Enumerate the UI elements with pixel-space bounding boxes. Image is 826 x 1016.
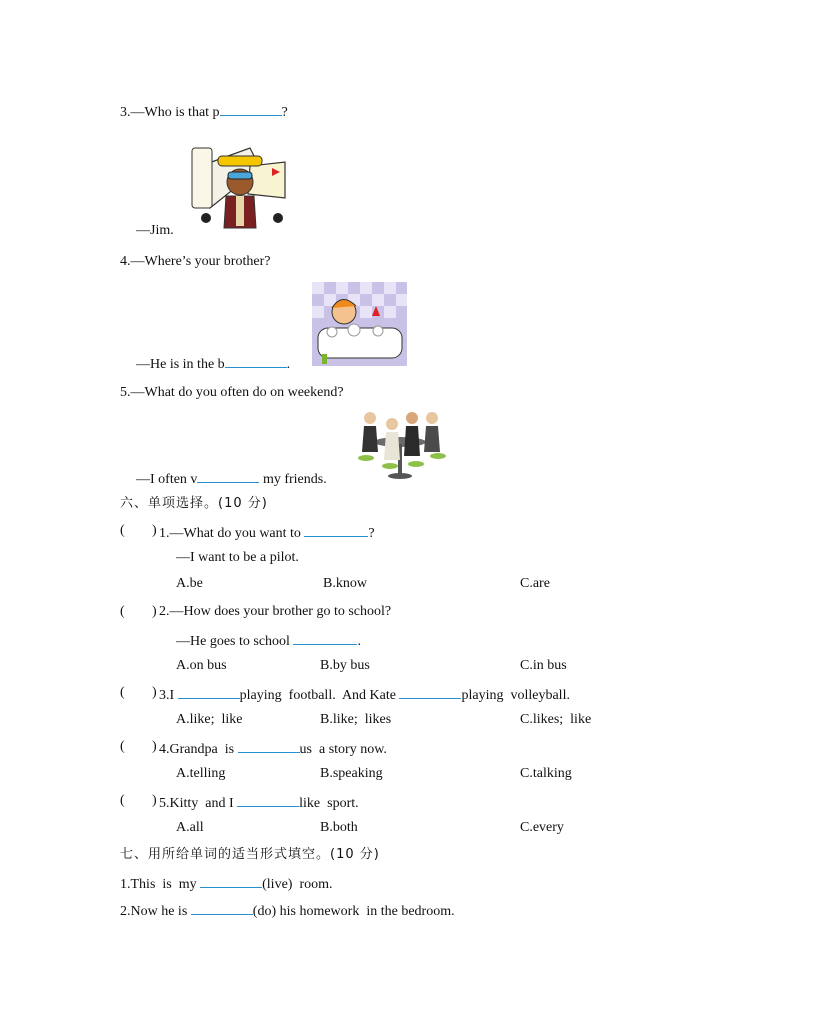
q5-answer: —I often v my friends. (136, 468, 327, 489)
s6-q3-blank-2[interactable] (399, 684, 461, 699)
s6-q2-sub: —He goes to school . (176, 630, 361, 651)
s6-q3-blank-1[interactable] (178, 684, 240, 699)
s6-q2-option-b[interactable]: B.by bus (320, 658, 370, 673)
s6-q4-paren-close: ) (152, 739, 157, 754)
s6-q4-stem: 4.Grandpa is us a story now. (159, 738, 387, 759)
s6-q3-option-c[interactable]: C.likes; like (520, 712, 592, 727)
s6-q1-sub: —I want to be a pilot. (176, 550, 299, 565)
s6-q4-option-c[interactable]: C.talking (520, 766, 572, 781)
s6-q1-option-a[interactable]: A.be (176, 576, 203, 591)
s6-q2-stem: 2.—How does your brother go to school? (159, 604, 392, 619)
s6-q1-paren-open: ( (120, 523, 125, 538)
q5-prompt: 5.—What do you often do on weekend? (120, 385, 344, 400)
s6-q3-option-a[interactable]: A.like; like (176, 712, 243, 727)
s7-q1-blank[interactable] (200, 873, 262, 888)
q5-blank[interactable] (197, 468, 259, 483)
s6-q2-blank[interactable] (293, 630, 357, 645)
s6-q1-paren-close: ) (152, 523, 157, 538)
s6-q2-paren-open: ( (120, 604, 125, 619)
s7-q1: 1.This is my (live) room. (120, 873, 333, 894)
q4-blank[interactable] (225, 353, 287, 368)
q4-prompt: 4.—Where’s your brother? (120, 254, 271, 269)
s6-q5-paren-close: ) (152, 793, 157, 808)
s6-q1-stem: 1.—What do you want to ? (159, 522, 375, 543)
q3-answer: —Jim. (136, 223, 174, 238)
friends-cafe-image (350, 404, 450, 484)
s6-q5-option-b[interactable]: B.both (320, 820, 358, 835)
s6-q3-stem: 3.I playing football. And Kate playing volleyball. (159, 684, 570, 705)
s6-q4-blank[interactable] (238, 738, 300, 753)
s6-q5-option-c[interactable]: C.every (520, 820, 564, 835)
s6-q1-blank[interactable] (304, 522, 368, 537)
bathroom-image (312, 282, 407, 366)
s6-q3-paren-open: ( (120, 685, 125, 700)
q3-blank[interactable] (220, 101, 282, 116)
s6-q5-paren-open: ( (120, 793, 125, 808)
s6-q1-option-c[interactable]: C.are (520, 576, 550, 591)
section7-title: 七、用所给单词的适当形式填空。(10 分) (120, 847, 380, 862)
q3-prompt: 3.—Who is that p ? (120, 101, 288, 122)
pilot-image (190, 138, 290, 232)
s6-q3-paren-close: ) (152, 685, 157, 700)
s7-q2: 2.Now he is (do) his homework in the bedroom. (120, 900, 455, 921)
s6-q4-option-a[interactable]: A.telling (176, 766, 226, 781)
s6-q4-option-b[interactable]: B.speaking (320, 766, 383, 781)
s6-q2-option-c[interactable]: C.in bus (520, 658, 567, 673)
s6-q5-blank[interactable] (237, 792, 299, 807)
s6-q2-option-a[interactable]: A.on bus (176, 658, 227, 673)
s6-q4-paren-open: ( (120, 739, 125, 754)
q4-answer: —He is in the b . (136, 353, 290, 374)
s6-q1-option-b[interactable]: B.know (323, 576, 367, 591)
s6-q2-paren-close: ) (152, 604, 157, 619)
s6-q5-stem: 5.Kitty and I like sport. (159, 792, 359, 813)
s6-q5-option-a[interactable]: A.all (176, 820, 204, 835)
s7-q2-blank[interactable] (191, 900, 253, 915)
s6-q3-option-b[interactable]: B.like; likes (320, 712, 392, 727)
section6-title: 六、单项选择。(10 分) (120, 496, 268, 511)
